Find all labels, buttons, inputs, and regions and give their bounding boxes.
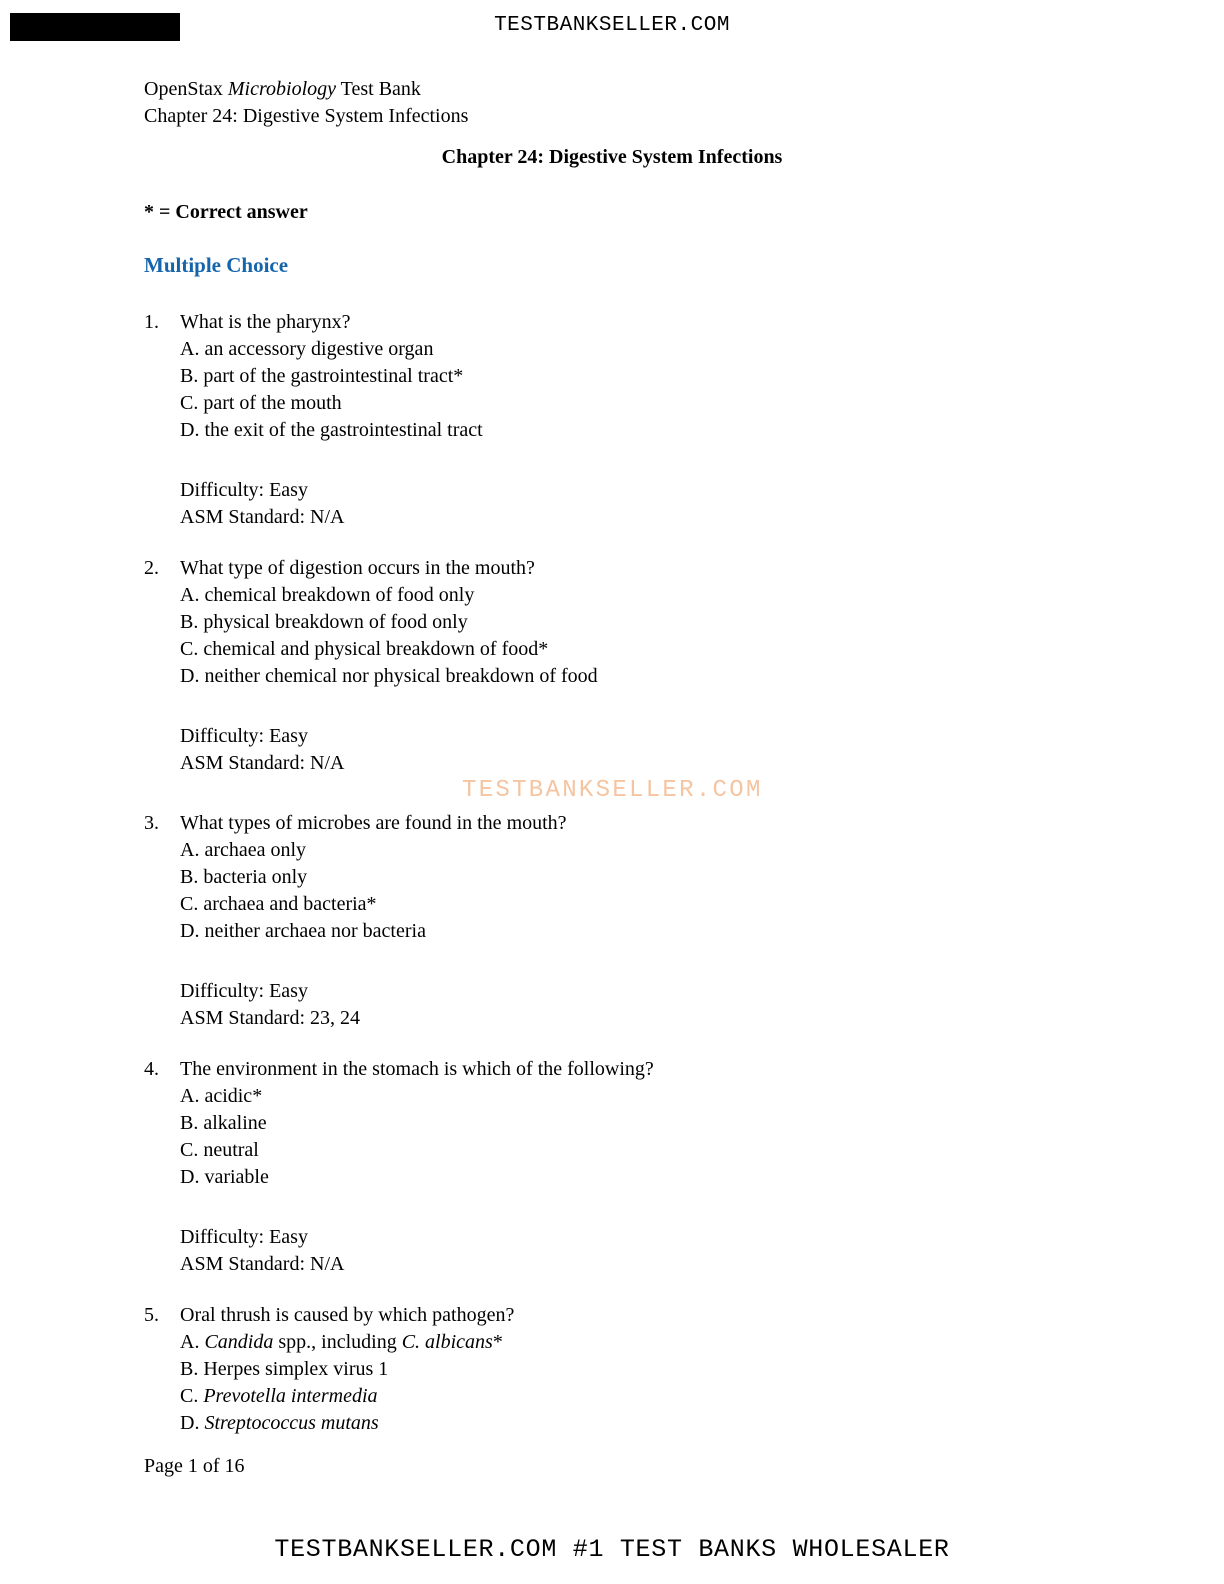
answer-option: D. variable [180,1166,269,1188]
question-difficulty: Difficulty: Easy [180,1226,308,1248]
question-text: What is the pharynx? [180,311,351,333]
question-difficulty: Difficulty: Easy [180,725,308,747]
question-line [144,1056,1084,1083]
answer-option: C. chemical and physical breakdown of food* [180,638,549,660]
top-watermark-text: TESTBANKSELLER.COM [494,14,730,37]
watermark-text: TESTBANKSELLER.COM [462,777,763,804]
answer-option: C. neutral [180,1139,259,1161]
answer-option: A. chemical breakdown of food only [180,584,475,606]
question-meta [180,1224,1084,1278]
answer-option: C. Prevotella intermedia [180,1385,378,1407]
question-block [144,555,1084,777]
question-line [144,309,1084,336]
question-options [180,582,1084,690]
question-asm-standard: ASM Standard: 23, 24 [180,1007,360,1029]
answer-option: B. alkaline [180,1112,267,1134]
answer-option: D. neither chemical nor physical breakdown of food [180,665,598,687]
answer-option: A. Candida spp., including C. albicans* [180,1331,503,1353]
question-line [144,555,1084,582]
question-asm-standard: ASM Standard: N/A [180,1253,345,1275]
answer-option: A. an accessory digestive organ [180,338,434,360]
correct-answer-note: * = Correct answer [144,201,308,223]
question-text: What types of microbes are found in the mouth? [180,812,567,834]
question-number: 4. [144,1058,159,1080]
question-number: 3. [144,812,159,834]
question-difficulty: Difficulty: Easy [180,479,308,501]
page-number: Page 1 of 16 [144,1455,245,1477]
question-options [180,837,1084,945]
question-text: The environment in the stomach is which of the following? [180,1058,654,1080]
question-asm-standard: ASM Standard: N/A [180,506,345,528]
answer-option: D. the exit of the gastrointestinal tract [180,419,483,441]
question-meta [180,978,1084,1032]
answer-option: B. bacteria only [180,866,308,888]
doc-id-line2: Chapter 24: Digestive System Infections [144,105,469,127]
question-asm-standard: ASM Standard: N/A [180,752,345,774]
question-text: What type of digestion occurs in the mouth? [180,557,535,579]
question-block [144,309,1084,531]
answer-option: A. archaea only [180,839,307,861]
page-title: Chapter 24: Digestive System Infections [441,146,783,168]
section-heading: Multiple Choice [144,253,289,277]
answer-option: B. Herpes simplex virus 1 [180,1358,389,1380]
footer-watermark-text: TESTBANKSELLER.COM #1 TEST BANKS WHOLESALER [274,1535,950,1564]
question-block [144,810,1084,1032]
question-number: 1. [144,311,159,333]
answer-option: C. archaea and bacteria* [180,893,377,915]
question-difficulty: Difficulty: Easy [180,980,308,1002]
doc-id-line1: OpenStax Microbiology Test Bank [144,78,421,100]
question-meta [180,477,1084,531]
question-block [144,1302,1084,1437]
answer-option: A. acidic* [180,1085,263,1107]
question-number: 2. [144,557,159,579]
answer-option: D. neither archaea nor bacteria [180,920,426,942]
question-options [180,336,1084,444]
question-text: Oral thrush is caused by which pathogen? [180,1304,515,1326]
question-number: 5. [144,1304,159,1326]
answer-option: D. Streptococcus mutans [180,1412,379,1434]
question-line [144,1302,1084,1329]
question-line [144,810,1084,837]
answer-option: B. part of the gastrointestinal tract* [180,365,464,387]
answer-option: C. part of the mouth [180,392,342,414]
question-meta [180,723,1084,777]
answer-option: B. physical breakdown of food only [180,611,468,633]
question-options [180,1083,1084,1191]
question-options [180,1329,1084,1437]
question-block [144,1056,1084,1278]
document-id-block [144,76,468,130]
